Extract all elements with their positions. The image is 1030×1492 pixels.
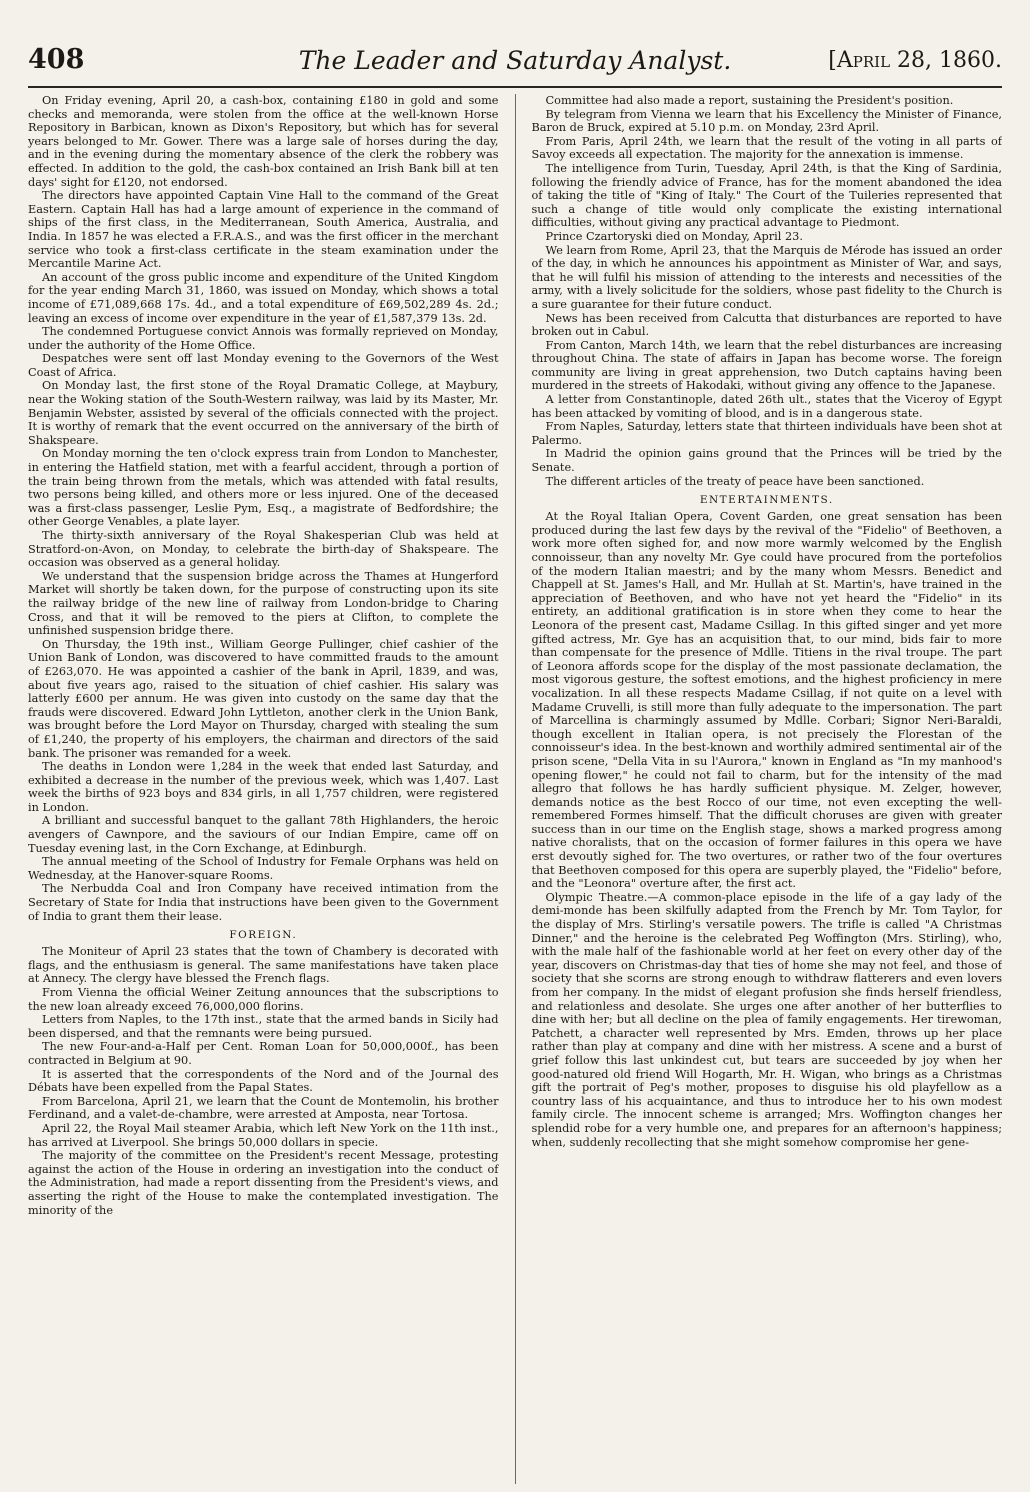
home-news xyxy=(28,94,499,923)
article-paragraph: On Friday evening, April 20, a cash-box, containing £180 in gold and some checks and memoranda, were stolen from the office at the well-known Horse Repository in Barbican, known as Dixon's Repository, but which has for several years belonged to Mr. Gower. There was a large sale of horses during the day, and in the evening during the momentary absence of the clerk the robbery was effected. In addition to the gold, the cash-box contained an Irish Bank bill at ten days' sight for £120, not endorsed. xyxy=(28,94,499,189)
article-paragraph: The annual meeting of the School of Industry for Female Orphans was held on Wednesday, at the Hanover-square Rooms. xyxy=(28,855,499,882)
article-paragraph: We understand that the suspension bridge across the Thames at Hungerford Market will shortly be taken down, for the purpose of constructing upon its site the railway bridge of the new line of railway from London-bridge to Charing Cross, and that it will be removed to the piers at Clifton, to complete the unfinished suspension bridge there. xyxy=(28,569,499,638)
article-paragraph: Despatches were sent off last Monday evening to the Governors of the West Coast of Africa. xyxy=(28,352,499,379)
article-paragraph: The new Four-and-a-Half per Cent. Roman Loan for 50,000,000f., has been contracted in Belgium at 90. xyxy=(28,1040,499,1067)
article-paragraph: A letter from Constantinople, dated 26th ult., states that the Viceroy of Egypt has been attacked by vomiting of blood, and is in a dangerous state. xyxy=(531,393,1002,420)
article-paragraph: An account of the gross public income and expenditure of the United Kingdom for the year ending March 31, 1860, was issued on Monday, which shows a total income of £71,089,668 17s. 4d., and a total expenditure of £69,502,289 4s. 2d.; leaving an excess of income over expenditure in the year of £1,587,379 13s. 2d. xyxy=(28,270,499,325)
section-heading-entertainments: ENTERTAINMENTS. xyxy=(699,494,834,507)
right-column xyxy=(532,94,1003,1484)
header-rule xyxy=(28,86,1002,88)
left-column xyxy=(28,94,499,1484)
article-paragraph: Prince Czartoryski died on Monday, April 23. xyxy=(545,229,803,243)
article-paragraph: From Vienna the official Weiner Zeitung announces that the subscriptions to the new loan already exceed 76,000,000 florins. xyxy=(28,986,499,1013)
page-number: 408 xyxy=(28,44,85,75)
article-paragraph: The deaths in London were 1,284 in the week that ended last Saturday, and exhibited a decrease in the number of the previous week, which was 1,407. Last week the births of 923 boys and 834 girls, in all 1,757 children, were registered in London. xyxy=(28,760,499,814)
article-paragraph: On Monday last, the first stone of the Royal Dramatic College, at Maybury, near the Woking station of the South-Western railway, was laid by its Master, Mr. Benjamin Webster, assisted by several of the officials connected with the project. It is worthy of remark that the event occurred on the anniversary of the birth of Shakspeare. xyxy=(28,379,499,447)
article-paragraph: On Monday morning the ten o'clock express train from London to Manchester, in entering the Hatfield station, met with a fearful accident, through a portion of the train being thrown from the metals, which was attended with fatal results, two persons being killed, and others more or less injured. One of the deceased was a first-class passenger, Leslie Pym, Esq., a magistrate of Bedfordshire; the other George Venables, a plate layer. xyxy=(28,447,499,529)
page-header xyxy=(28,44,1002,84)
article-paragraph: We learn from Rome, April 23, that the Marquis de Mérode has issued an order of the day, in which he announces his appointment as Minister of War, and says, that he will fulfil his mission of attending to the interests and necessities of the army, with a lively solicitude for the soldiers, whose past fidelity to the Church is a sure guarantee for their future conduct. xyxy=(531,243,1002,311)
article-paragraph: The majority of the committee on the President's recent Message, protesting against the action of the House in ordering an investigation into the conduct of the Administration, had made a report dissenting from the President's views, and asserting the right of the House to make the contemplated investigation. The minority of the xyxy=(28,1149,499,1217)
section-heading-foreign: FOREIGN. xyxy=(229,929,298,942)
article-paragraph: From Paris, April 24th, we learn that the result of the voting in all parts of Savoy exceeds all expectation. The majority for the annexation is immense. xyxy=(531,134,1002,162)
article-paragraph: The Nerbudda Coal and Iron Company have received intimation from the Secretary of State for India that instructions have been given to the Government of India to grant them their lease. xyxy=(28,882,499,923)
article-paragraph: At the Royal Italian Opera, Covent Garden, one great sensation has been produced during the last few days by the revival of the "Fidelio" of Beethoven, a work more often sighed for, and now more warmly welcomed by the English connoisseur, than any novelty Mr. Gye could have procured from the portefolios of the modern Italian maestri; and by the many whom Messrs. Benedict and Chappell at St. James's Hall, and Mr. Hullah at St. Martin's, have trained in the appreciation of Beethoven, and who have not yet heard the "Fidelio" in its entirety, an additional gratification is in store when they come to hear the Leonora of the present cast, Madame Csillag. In this gifted singer and yet more gifted actress, Mr. Gye has an acquisition that, to our mind, bids fair to more than compensate for the presence of Mdlle. Titiens in the rival troupe. The part of Leonora affords scope for the display of the most passionate declamation, the most vigorous gesture, the softest emotions, and the highest proficiency in mere vocalization. In all these respects Madame Csillag, if not quite on a level with Madame Cruvelli, is still more than fully adequate to the impersonation. The part of Marcellina is charmingly assumed by Mdlle. Corbari; Signor Neri-Baraldi, though excellent in Italian opera, is not precisely the Florestan of the connoisseur's idea. In the best-known and worthily admired sentimental air of the prison scene, "Della Vita in su l'Aurora," known in England as "In my manhood's opening flower," he could not fail to charm, but for the intensity of the mad allegro that follows he has hardly sufficient physique. M. Zelger, however, demands notice as the best Rocco of our time, not even excepting the well-remembered Formes himself. That the difficult choruses are given with greater success than in our time on the English stage, shows a marked progress among native choralists, that on the occasion of former failures in this opera we have erst devoutly sighed for. The two overtures, or rather two of the four overtures that Beethoven composed for this opera are superbly played, the "Fidelio" before, and the "Leonora" overture after, the first act. xyxy=(531,510,1002,891)
article-paragraph: From Canton, March 14th, we learn that the rebel disturbances are increasing throughout China. The state of affairs in Japan has become worse. The foreign community are living in great apprehension, two Dutch captains having been murdered in the streets of Hakodaki, without giving any offence to the Japanese. xyxy=(531,338,1002,393)
article-paragraph: The different articles of the treaty of peace have been sanctioned. xyxy=(545,474,925,488)
article-paragraph: Olympic Theatre.—A common-place episode in the life of a gay lady of the demi-monde has been skilfully adapted from the French by Mr. Tom Taylor, for the display of Mrs. Stirling's versatile powers. The trifle is called "A Christmas Dinner," and the heroine is the celebrated Peg Woffington (Mrs. Stirling), who, with the male half of the fashionable world at her feet on every other day of the year, discovers on Christmas-day that ties of home she may not feel, and those of society that she scorns are strong enough to withdraw flatterers and even lovers from her company. In the midst of elegant profusion she finds herself friendless, and relationless and desolate. She urges one after another of her butterflies to dine with her; but all decline on the plea of family engagements. Her tirewoman, Patchett, a character well represented by Mrs. Emden, throws up her place rather than play at company and dine with her mistress. A scene and a burst of grief follow this last unkindest cut, but tears are succeeded by joy when her good-natured old friend Will Hogarth, Mr. H. Wigan, who brings as a Christmas gift the portrait of Peg's mother, proposes to disguise his old playfellow as a country lass of his acquaintance, and thus to introduce her to his own modest family circle. The innocent scheme is arranged; Mrs. Woffington changes her splendid robe for a very humble one, and prepares for an afternoon's happiness; when, suddenly recollecting that she might somehow compromise her gene- xyxy=(531,890,1002,1149)
entertainments xyxy=(532,510,1003,1149)
article-paragraph: The thirty-sixth anniversary of the Royal Shakesperian Club was held at Stratford-on-Avon, on Monday, to celebrate the birth-day of Shakspeare. The occasion was observed as a general holiday. xyxy=(28,529,499,570)
foreign-news xyxy=(28,945,499,1217)
article-paragraph: The directors have appointed Captain Vine Hall to the command of the Great Eastern. Captain Hall has had a large amount of experience in the command of ships of the first class, in the Mediterranean, South America, Australia, and India. In 1857 he was elected a F.R.A.S., and was the first officer in the merchant service who took a first-class certificate in the steam examination under the Mercantile Marine Act. xyxy=(28,189,499,271)
article-paragraph: Committee had also made a report, sustaining the President's position. xyxy=(545,94,954,107)
article-paragraph: The intelligence from Turin, Tuesday, April 24th, is that the King of Sardinia, following the friendly advice of France, has for the moment abandoned the idea of taking the title of "King of Italy." The Court of the Tuileries represented that such a change of title would only complicate the existing international difficulties, without giving any practical advantage to Piedmont. xyxy=(531,161,1002,230)
article-paragraph: The Moniteur of April 23 states that the town of Chambery is decorated with flags, and the enthusiasm is general. The same manifestations have taken place at Annecy. The clergy have blessed the French flags. xyxy=(28,945,499,986)
article-paragraph: In Madrid the opinion gains ground that the Princes will be tried by the Senate. xyxy=(531,447,1002,475)
article-paragraph: From Naples, Saturday, letters state that thirteen individuals have been shot at Palermo. xyxy=(531,420,1002,447)
column-divider xyxy=(515,94,516,1484)
foreign-news-continued xyxy=(532,94,1003,488)
article-paragraph: A brilliant and successful banquet to the gallant 78th Highlanders, the heroic avengers of Cawnpore, and the saviours of our Indian Empire, came off on Tuesday evening last, in the Corn Exchange, at Edinburgh. xyxy=(28,814,499,855)
publication-title: The Leader and Saturday Analyst. xyxy=(298,46,732,75)
article-paragraph: News has been received from Calcutta that disturbances are reported to have broken out in Cabul. xyxy=(531,311,1002,339)
article-paragraph: By telegram from Vienna we learn that his Excellency the Minister of Finance, Baron de Bruck, expired at 5.10 p.m. on Monday, 23rd April. xyxy=(531,107,1002,135)
issue-date: [April 28, 1860. xyxy=(828,48,1002,73)
article-paragraph: It is asserted that the correspondents of the Nord and of the Journal des Débats have been expelled from the Papal States. xyxy=(28,1067,499,1095)
article-paragraph: From Barcelona, April 21, we learn that the Count de Montemolin, his brother Ferdinand, and a valet-de-chambre, were arrested at Amposta, near Tortosa. xyxy=(28,1094,499,1122)
article-paragraph: April 22, the Royal Mail steamer Arabia, which left New York on the 11th inst., has arrived at Liverpool. She brings 50,000 dollars in specie. xyxy=(28,1121,499,1149)
article-paragraph: The condemned Portuguese convict Annois was formally reprieved on Monday, under the authority of the Home Office. xyxy=(28,325,499,352)
columns xyxy=(28,94,1002,1484)
article-paragraph: On Thursday, the 19th inst., William George Pullinger, chief cashier of the Union Bank of London, was discovered to have committed frauds to the amount of £263,070. He was appointed a cashier of the bank in April, 1839, and was, about five years ago, raised to the situation of chief cashier. His salary was latterly £600 per annum. He was given into custody on the same day that the frauds were discovered. Edward John Lyttleton, another clerk in the Union Bank, was brought before the Lord Mayor on Thursday, charged with stealing the sum of £1,240, the property of his employers, the chairman and directors of the said bank. The prisoner was remanded for a week. xyxy=(28,637,499,760)
article-paragraph: Letters from Naples, to the 17th inst., state that the armed bands in Sicily had been dispersed, and that the remnants were being pursued. xyxy=(28,1013,499,1040)
